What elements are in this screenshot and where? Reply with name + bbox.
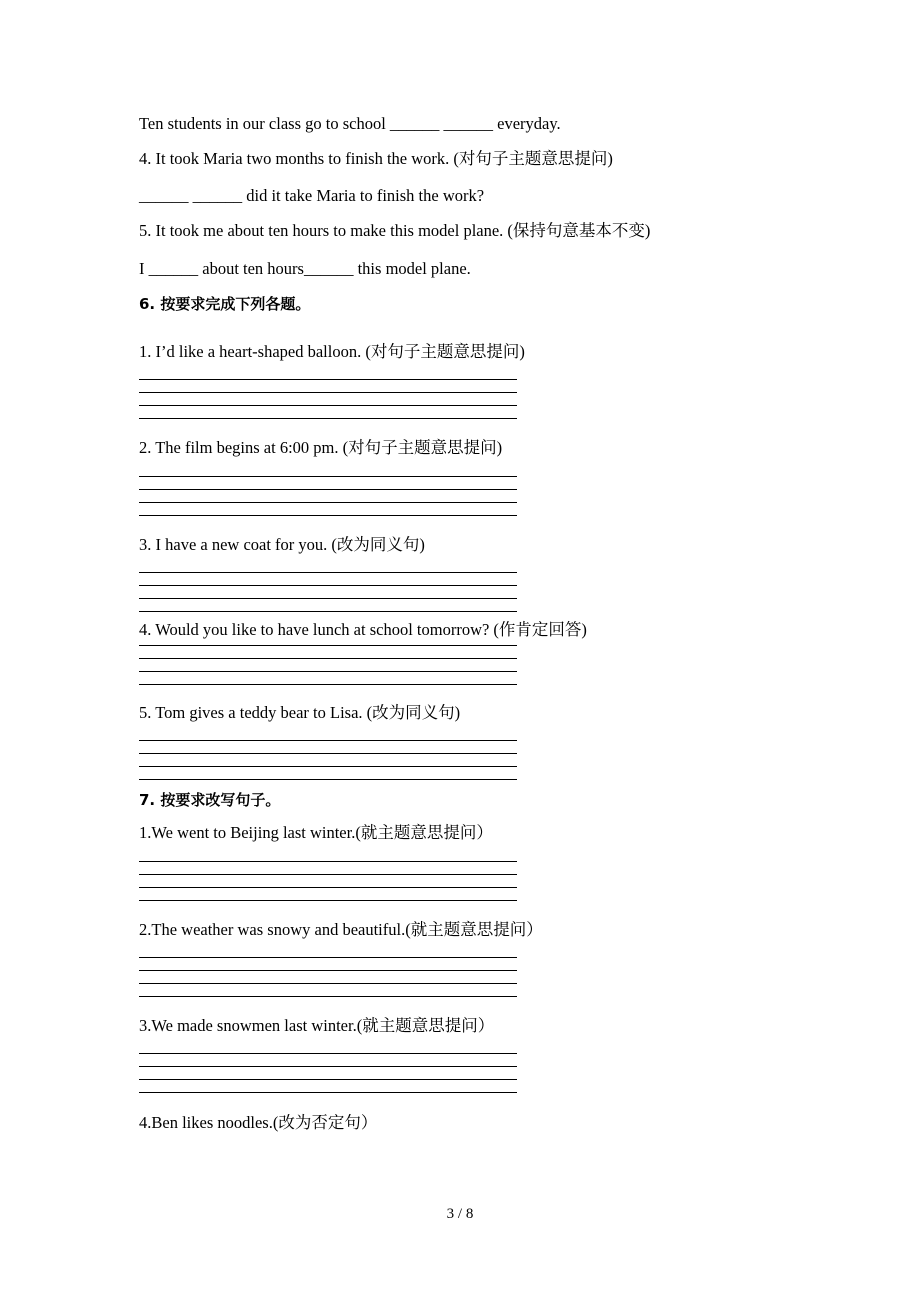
answer-line-5: I ______ about ten hours______ this model plane. [139,259,471,278]
answer-rule [139,671,517,672]
answer-rule [139,753,517,754]
answer-rule [139,1079,517,1080]
answer-rule [139,1053,517,1054]
answer-rule [139,874,517,875]
answer-rule [139,598,517,599]
answer-rule [139,1092,517,1093]
answer-rule [139,996,517,997]
sentence-line-1: Ten students in our class go to school ______ ______ everyday. [139,114,561,133]
answer-rule [139,900,517,901]
answer-rule [139,861,517,862]
section-7-question-3: 3.We made snowmen last winter.(就主题意思提问） [139,1016,495,1035]
question-4: 4. It took Maria two months to finish the work. (对句子主题意思提问) [139,149,613,168]
section-6-question-5: 5. Tom gives a teddy bear to Lisa. (改为同义句) [139,703,461,722]
answer-line-4: ______ ______ did it take Maria to finish the work? [139,186,485,205]
answer-rule [139,957,517,958]
answer-rule [139,418,517,419]
answer-rule [139,515,517,516]
answer-rule [139,585,517,586]
answer-rule [139,658,517,659]
answer-rule [139,1066,517,1067]
answer-rule [139,740,517,741]
answer-rule [139,392,517,393]
answer-rule [139,476,517,477]
answer-rule [139,887,517,888]
answer-rule [139,779,517,780]
question-5: 5. It took me about ten hours to make this model plane. (保持句意基本不变) [139,221,651,240]
section-6-heading: 6. 按要求完成下列各题。 [139,295,311,313]
answer-rule [139,502,517,503]
page-number: 3 / 8 [446,1206,474,1222]
section-7-heading: 7. 按要求改写句子。 [139,791,281,809]
section-6-question-1: 1. I’d like a heart-shaped balloon. (对句子主题意思提问) [139,342,525,361]
answer-rule [139,684,517,685]
section-7-question-2: 2.The weather was snowy and beautiful.(就主题意思提问） [139,920,543,939]
answer-rule [139,489,517,490]
answer-rule [139,766,517,767]
answer-rule [139,983,517,984]
answer-rule [139,611,517,612]
section-7-question-4: 4.Ben likes noodles.(改为否定句） [139,1113,378,1132]
section-6-question-3: 3. I have a new coat for you. (改为同义句) [139,535,425,554]
answer-rule [139,970,517,971]
answer-rule [139,379,517,380]
answer-rule [139,572,517,573]
answer-rule [139,645,517,646]
section-7-question-1: 1.We went to Beijing last winter.(就主题意思提问） [139,823,493,842]
section-6-question-2: 2. The film begins at 6:00 pm. (对句子主题意思提问) [139,438,503,457]
section-6-question-4: 4. Would you like to have lunch at school tomorrow? (作肯定回答) [139,620,587,639]
answer-rule [139,405,517,406]
